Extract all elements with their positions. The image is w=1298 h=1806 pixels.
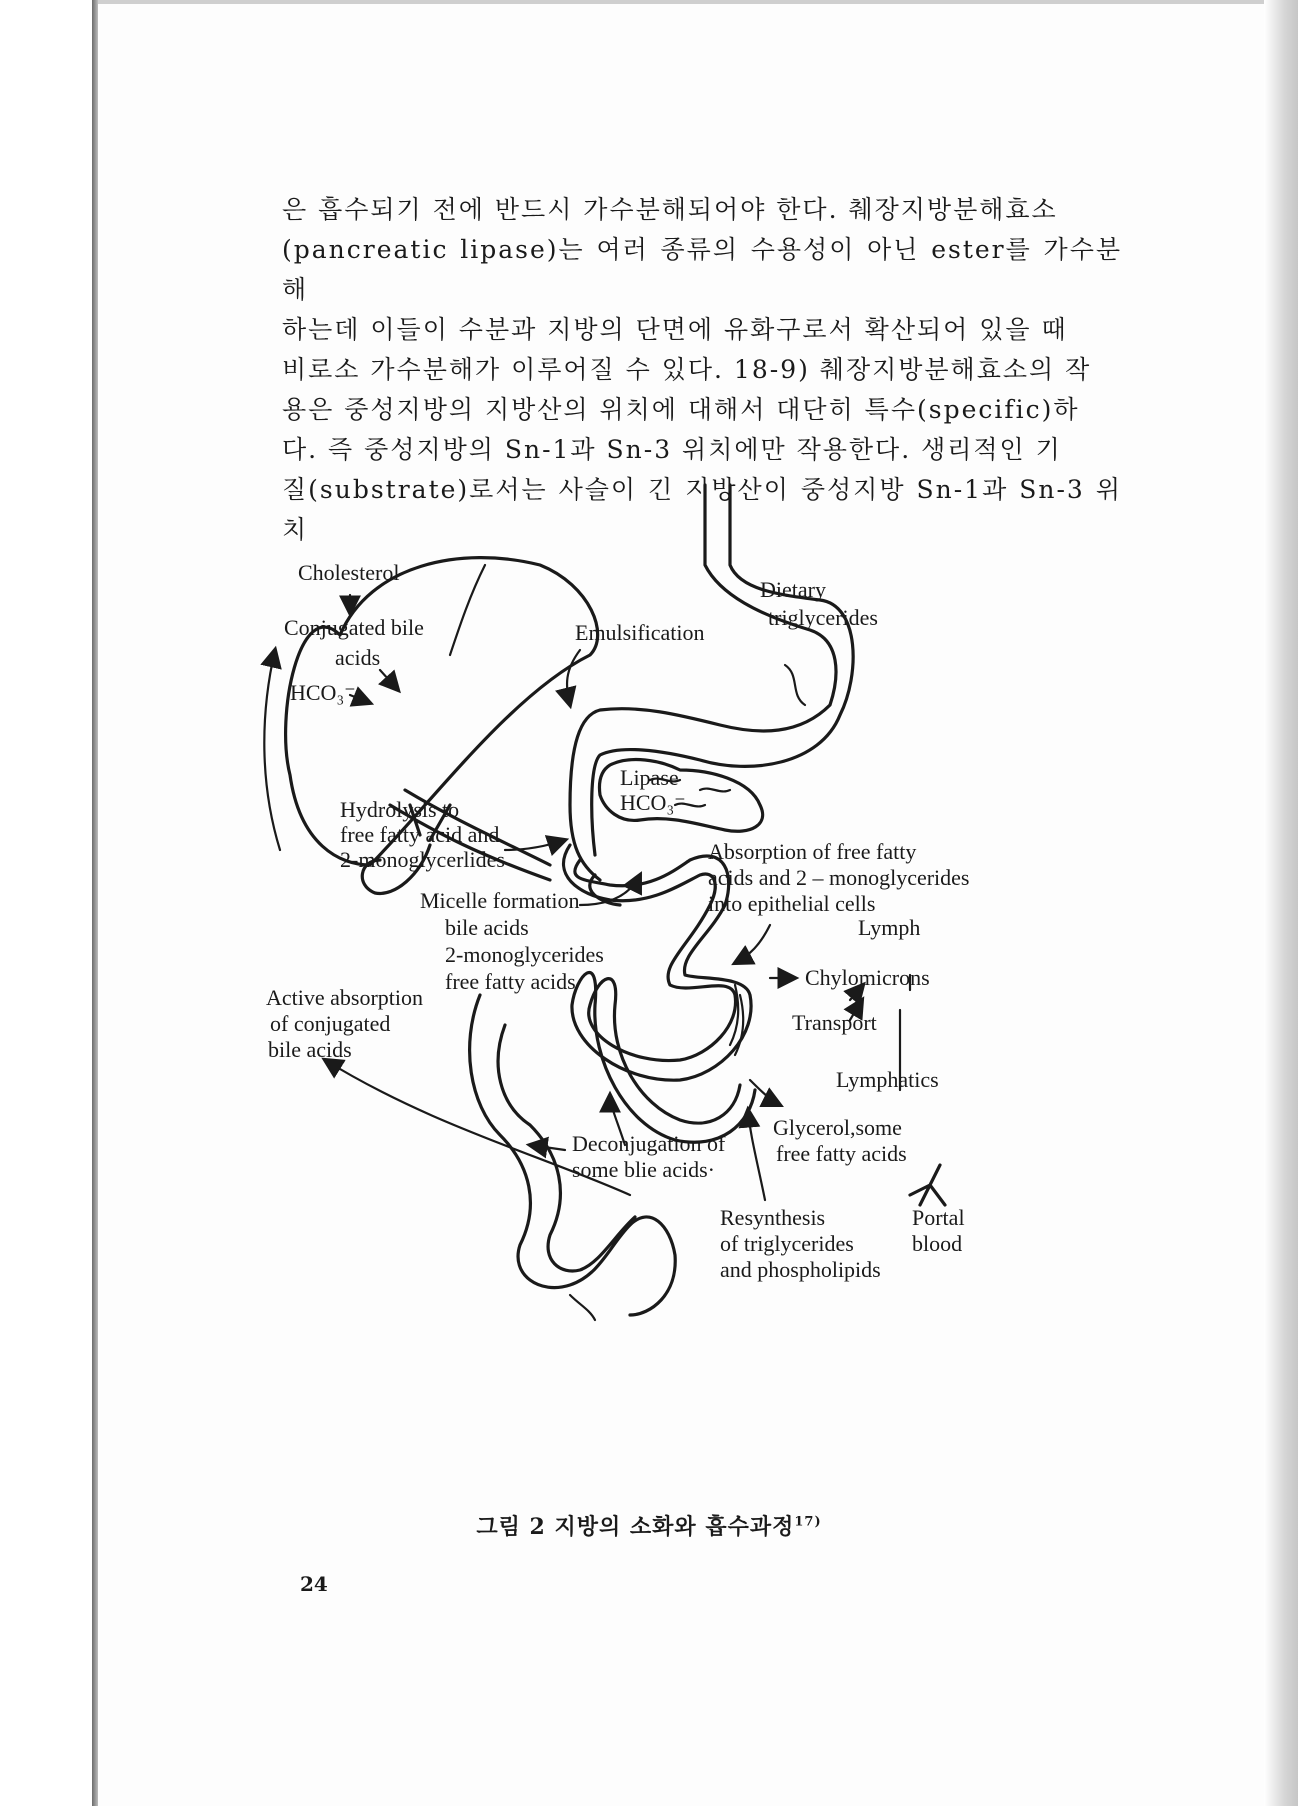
- label-hco3-pancreas: HCO₃⁻: [620, 790, 686, 815]
- text-line: 다. 즉 중성지방의 Sn-1과 Sn-3 위치에만 작용한다. 생리적인 기: [282, 435, 1062, 464]
- arrow-bile-to-duct: [380, 670, 398, 690]
- label-triglycerides: triglycerides: [768, 605, 878, 630]
- arrow-resynthesis: [748, 1110, 765, 1200]
- label-absorption-2: acids and 2 – monoglycerides: [708, 865, 970, 890]
- label-glycerol: Glycerol,some: [773, 1115, 902, 1140]
- label-resynthesis-2: of triglycerides: [720, 1231, 854, 1256]
- text-line: 하는데 이들이 수분과 지방의 단면에 유화구로서 확산되어 있을 때: [282, 315, 1068, 344]
- label-hydrolysis-3: 2-monoglycerlides: [340, 847, 505, 872]
- caption-ref: 17): [794, 1514, 822, 1530]
- label-micelle: Micelle formation: [420, 888, 580, 913]
- text-line: (pancreatic lipase)는 여러 종류의 수용성이 아닌 ester를 가수분해: [282, 235, 1122, 304]
- caption-text: 그림 2 지방의 소화와 흡수과정: [476, 1514, 795, 1540]
- label-hydrolysis: Hydrolysis to: [340, 797, 460, 822]
- label-dietary: Dietary: [760, 577, 826, 602]
- label-micelle-4: free fatty acids: [445, 969, 576, 994]
- label-absorption: Absorption of free fatty: [708, 839, 917, 864]
- fat-digestion-diagram: [266, 505, 1140, 1505]
- arrow-emulsification: [567, 650, 580, 705]
- label-active-absorption-3: bile acids: [268, 1037, 352, 1062]
- label-conjugated-bile: Conjugated bile: [284, 615, 424, 640]
- page-number: 24: [300, 1572, 328, 1596]
- label-cholesterol: Cholesterol: [298, 560, 400, 585]
- label-transport: Transport: [792, 1010, 877, 1035]
- arrow-absorption: [735, 925, 770, 963]
- label-active-absorption-2: of conjugated: [270, 1011, 391, 1036]
- rectum: [570, 1295, 595, 1320]
- label-resynthesis: Resynthesis: [720, 1205, 826, 1230]
- label-portal-2: blood: [912, 1231, 963, 1256]
- label-lymph: Lymph: [858, 915, 921, 940]
- label-micelle-3: 2-monoglycerides: [445, 942, 604, 967]
- figure-caption: [0, 1510, 1298, 1541]
- text-line: 질(substrate)로서는 사슬이 긴 지방산이 중성지방 Sn-1과 Sn-3 위치: [282, 475, 1122, 544]
- label-micelle-2: bile acids: [445, 915, 529, 940]
- label-emulsification: Emulsification: [575, 620, 705, 645]
- label-portal: Portal: [912, 1205, 965, 1230]
- label-active-absorption: Active absorption: [266, 985, 424, 1010]
- label-deconjugation-2: some blie acids·: [572, 1157, 715, 1182]
- label-lipase: Lipase: [620, 765, 679, 790]
- label-absorption-3: into epithelial cells: [708, 891, 876, 916]
- label-hydrolysis-2: free fatty acid and: [340, 822, 500, 847]
- portal-vein: [910, 1165, 945, 1205]
- label-lymphatics: Lymphatics: [836, 1067, 939, 1092]
- text-line: 용은 중성지방의 지방산의 위치에 대해서 대단히 특수(specific)하: [282, 395, 1080, 424]
- label-hco3-liver: HCO₃⁻: [290, 680, 356, 705]
- liver-lobe-line: [450, 565, 485, 655]
- label-conjugated-bile-2: acids: [335, 645, 381, 670]
- text-line: 은 흡수되기 전에 반드시 가수분해되어야 한다. 췌장지방분해효소: [282, 195, 1058, 224]
- stomach-fold: [785, 665, 805, 705]
- esophagus-stomach: [570, 485, 853, 880]
- label-resynthesis-3: and phospholipids: [720, 1257, 881, 1282]
- body-paragraph: [282, 190, 1122, 550]
- label-deconjugation: Deconjugation of: [572, 1131, 726, 1156]
- label-chylomicrons: Chylomicrons: [805, 965, 930, 990]
- label-glycerol-2: free fatty acids: [776, 1141, 907, 1166]
- text-line: 비로소 가수분해가 이루어질 수 있다. 18-9) 췌장지방분해효소의 작: [282, 355, 1092, 384]
